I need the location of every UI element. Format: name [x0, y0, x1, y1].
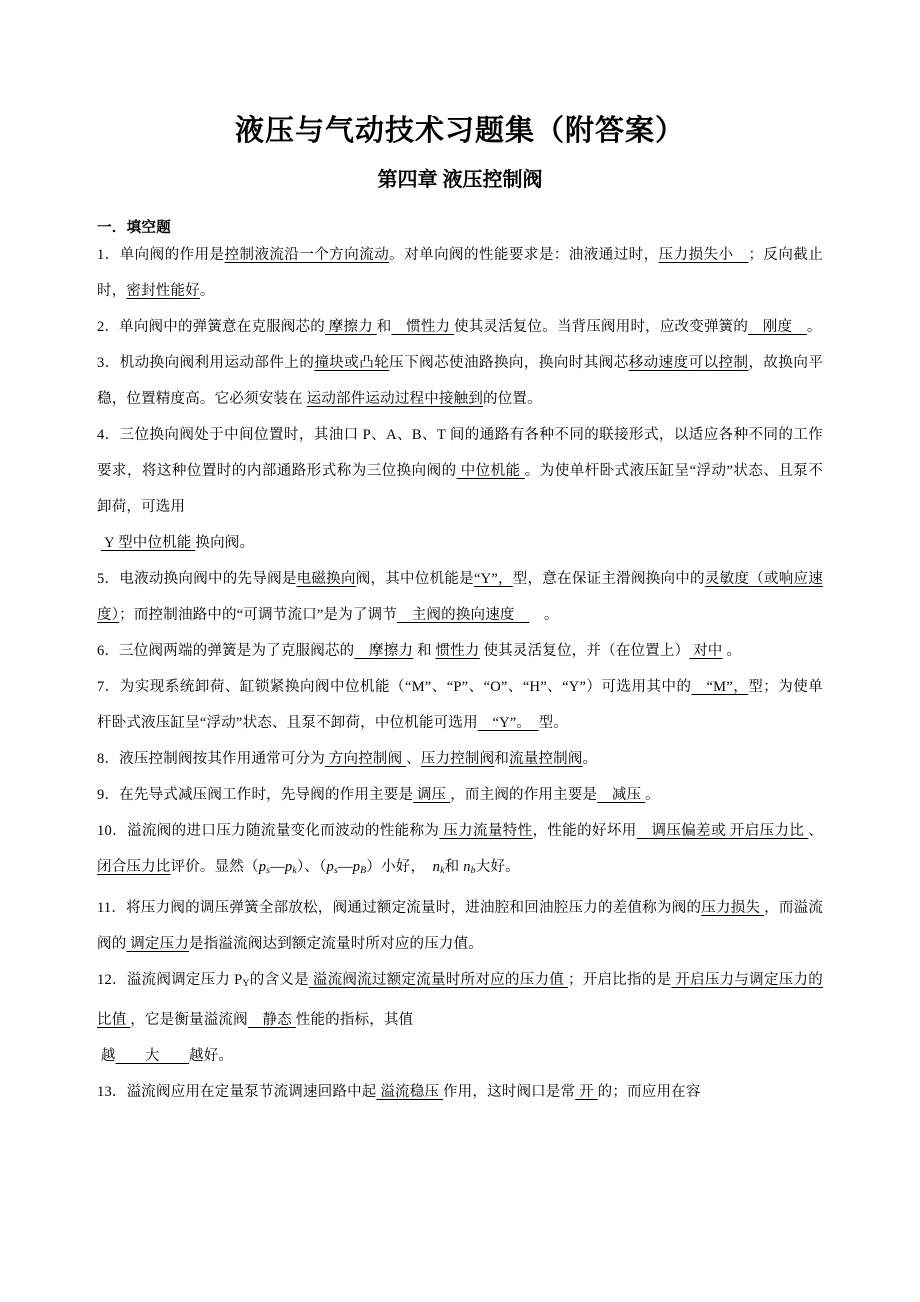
answer-blank: 对中 [689, 643, 723, 660]
answer-blank: 移动速度可以控制 [628, 355, 749, 372]
formula-subscript: k [440, 865, 445, 877]
question-number: 9． [97, 787, 120, 804]
question-number: 8． [97, 751, 120, 768]
question-text: 型。 [538, 715, 568, 732]
formula-text: 大好。 [475, 859, 520, 876]
question-text: 压下阀芯使油路换向，换向时其阀芯 [389, 355, 629, 372]
answer-blank: 摩擦力 [354, 643, 414, 660]
question-text: 的；而应用在容 [597, 1083, 701, 1100]
answer-blank: 流量控制阀 [509, 751, 583, 768]
question-item [97, 813, 823, 889]
question-text: 在先导式减压阀工作时，先导阀的作用主要是 [119, 787, 414, 804]
answer-blank: 压力流量特性 [439, 823, 533, 840]
question-text: 。为使单杆卧式液压缸呈“浮动”状态、且泵不卸荷，可选用 [97, 463, 823, 516]
question-item [97, 1038, 823, 1074]
question-number: 5． [97, 571, 120, 588]
question-item [97, 561, 823, 633]
question-item [97, 633, 823, 669]
question-text: 。 [645, 787, 660, 804]
question-text: ，而溢流阀的 [97, 899, 824, 952]
question-text: 型，意在保证主滑阀换向中的 [512, 571, 705, 588]
question-number: 3． [97, 355, 120, 372]
answer-blank: 惯性力 [435, 643, 480, 660]
formula-operator: — [338, 859, 353, 876]
formula-variable: $n_k$ [432, 859, 445, 877]
question-number: 12． [97, 971, 127, 988]
answer-blank: 密封性能好 [126, 283, 200, 300]
answer-blank: 调压 [413, 787, 451, 804]
answer-blank: 撞块或凸轮 [314, 355, 390, 372]
answer-blank: 压力损失小 [658, 247, 749, 264]
question-text: 阀，其中位机能是 [355, 571, 474, 588]
question-text: 。 [722, 643, 742, 660]
question-text: 和 [494, 751, 510, 768]
question-item [97, 345, 823, 417]
answer-blank: 运动部件运动过程中接触到 [306, 391, 484, 408]
answer-blank: 溢流阀流过额定流量时所对应的压力值 [308, 971, 568, 988]
formula-variable: $p_s$ [326, 859, 339, 877]
answer-blank: “M”， [691, 679, 749, 696]
question-text: 是指溢流阀达到额定流量时所对应的压力值。 [189, 935, 484, 952]
question-item [97, 1074, 823, 1110]
question-number: 10． [97, 823, 127, 840]
answer-blank: 大 [115, 1047, 190, 1064]
question-text: 。 [199, 283, 215, 300]
answer-blank: 开 [575, 1083, 598, 1100]
answer-blank: 开启压力与调定压力的比值 [97, 971, 823, 1028]
formula-subscript: s [266, 865, 271, 877]
question-item [97, 669, 823, 741]
question-text: 溢流阀应用在定量泵节流调速回路中起 [126, 1083, 377, 1100]
answer-blank: 静态 [247, 1011, 296, 1028]
answer-blank: 主阀的换向速度 [397, 607, 530, 624]
question-text: 评价。显然（ [170, 859, 259, 876]
answer-blank: 调压偏差或 开启压力比 [636, 823, 809, 840]
question-text: 液压控制阀按其作用通常可分为 [119, 751, 325, 768]
question-number: 7． [97, 679, 120, 696]
formula-subscript: B [360, 865, 367, 877]
question-text: 单向阀的作用是 [119, 247, 225, 264]
formula-subscript: b [470, 865, 476, 877]
answer-blank: 中位机能 [456, 463, 525, 480]
formula-subscript: s [333, 865, 339, 877]
question-number: 6． [97, 643, 120, 660]
question-text: 、 [808, 823, 823, 840]
question-text: 为实现系统卸荷、缸锁紧换向阀中位机能（“M”、“P”、“O”、“H”、“Y”）可选用其中的 [119, 679, 692, 696]
question-text: ；而控制油路中的“可调节流口”是为了调节 [119, 607, 398, 624]
question-item [97, 309, 823, 345]
answer-blank: 压力损失 [701, 899, 765, 916]
formula-subscript: k [292, 865, 297, 877]
question-text: 单向阀中的弹簧意在克服阀芯的 [119, 319, 325, 336]
question-text: 使其灵活复位。当背压阀用时，应改变弹簧的 [454, 319, 749, 336]
formula-variable: $p_B$ [352, 859, 367, 877]
document-title: 液压与气动技术习题集（附答案） [234, 115, 685, 147]
question-number: 1． [97, 247, 120, 264]
question-text: 。 [529, 607, 559, 624]
question-text: 溢流阀调定压力 P [126, 971, 243, 988]
answer-blank: 减压 [597, 787, 646, 804]
answer-blank: 电磁换向 [296, 571, 356, 588]
chapter-subtitle: 第四章 液压控制阀 [377, 169, 543, 192]
answer-blank: 灵敏度（或响应速度） [97, 571, 823, 624]
question-number: 13． [97, 1083, 127, 1100]
question-text: 溢流阀的进口压力随流量变化而波动的性能称为 [126, 823, 440, 840]
question-list [97, 237, 823, 1109]
answer-blank: Y 型中位机能 [100, 535, 196, 552]
answer-blank: 溢流稳压 [376, 1083, 443, 1100]
question-text: 使其灵活复位，并（在位置上） [479, 643, 690, 660]
question-text: 三位换向阀处于中间位置时，其油口 P、A、B、T 间的通路有各种不同的联接形式，以适应各种不同的工作要求，将这种位置时的内部通路形式称为三位换向阀的 [97, 427, 823, 480]
answer-blank: 压力控制阀 [420, 751, 495, 768]
question-text: ，故换向平稳，位置精度高。它必须安装在 [97, 355, 824, 408]
question-item [97, 525, 823, 561]
question-item [97, 741, 823, 777]
question-text: 性能的指标，其值 [295, 1011, 414, 1028]
section-heading-fill-in-blank: 一．填空题 [97, 220, 171, 237]
answer-blank: 摩擦力 [324, 319, 377, 336]
question-text: 越好。 [189, 1047, 234, 1064]
question-text: 的位置。 [483, 391, 542, 408]
question-text: ，性能的好坏用 [532, 823, 637, 840]
question-item [97, 962, 823, 1038]
question-text: ，而主阀的作用主要是 [450, 787, 598, 804]
question-text: 电液动换向阀中的先导阀是 [119, 571, 297, 588]
question-text: ；开启比指的是 [567, 971, 672, 988]
answer-blank: 调定压力 [126, 935, 190, 952]
answer-blank: 闭合压力比 [97, 859, 171, 876]
question-item [97, 237, 823, 309]
question-text: 型；为使单杆卧式液压缸呈“浮动”状态、且泵不卸荷，中位机能可选用 [97, 679, 824, 732]
question-text: 三位阀两端的弹簧是为了克服阀芯的 [119, 643, 355, 660]
formula-text: 和 [444, 859, 464, 876]
question-text: 的含义是 [249, 971, 309, 988]
formula-variable: $n_b$ [463, 859, 476, 877]
question-number: 11． [97, 899, 127, 916]
question-text: 作用，这时阀口是常 [442, 1083, 576, 1100]
question-number: 2． [97, 319, 120, 336]
answer-blank: 方向控制阀 [324, 751, 407, 768]
formula-variable: $p_s$ [258, 859, 271, 877]
formula-text: ）小好， [366, 859, 433, 876]
question-text: ；反向截止时， [97, 247, 824, 300]
answer-blank: “Y”。 [477, 715, 539, 732]
question-text: 换向阀。 [195, 535, 255, 552]
answer-blank: 刚度 [748, 319, 807, 336]
question-text: 和 [376, 319, 392, 336]
question-number: 4． [97, 427, 120, 444]
formula-text: ）、（ [296, 859, 327, 876]
subscript: Y [242, 977, 250, 989]
question-item [97, 890, 823, 962]
question-text: 。对单向阀的性能要求是：油液通过时， [389, 247, 659, 264]
answer-blank: 惯性力 [391, 319, 455, 336]
answer-blank: 控制液流沿一个方向流动 [224, 247, 390, 264]
question-text: 将压力阀的调压弹簧全部放松，阀通过额定流量时，进油腔和回油腔压力的差值称为阀的 [126, 899, 702, 916]
question-text: 机动换向阀利用运动部件上的 [119, 355, 315, 372]
question-text: ，它是衡量溢流阀 [130, 1011, 248, 1028]
question-text: 越 [100, 1047, 116, 1064]
formula-variable: $p_k$ [284, 859, 297, 877]
question-item [97, 417, 823, 525]
page-content [97, 0, 823, 1110]
question-text: 和 [413, 643, 436, 660]
answer-blank: “Y”， [473, 571, 513, 588]
question-text: 、 [406, 751, 421, 768]
question-text: 。 [806, 319, 822, 336]
question-item [97, 777, 823, 813]
formula-operator: — [270, 859, 285, 876]
question-text: 。 [582, 751, 598, 768]
